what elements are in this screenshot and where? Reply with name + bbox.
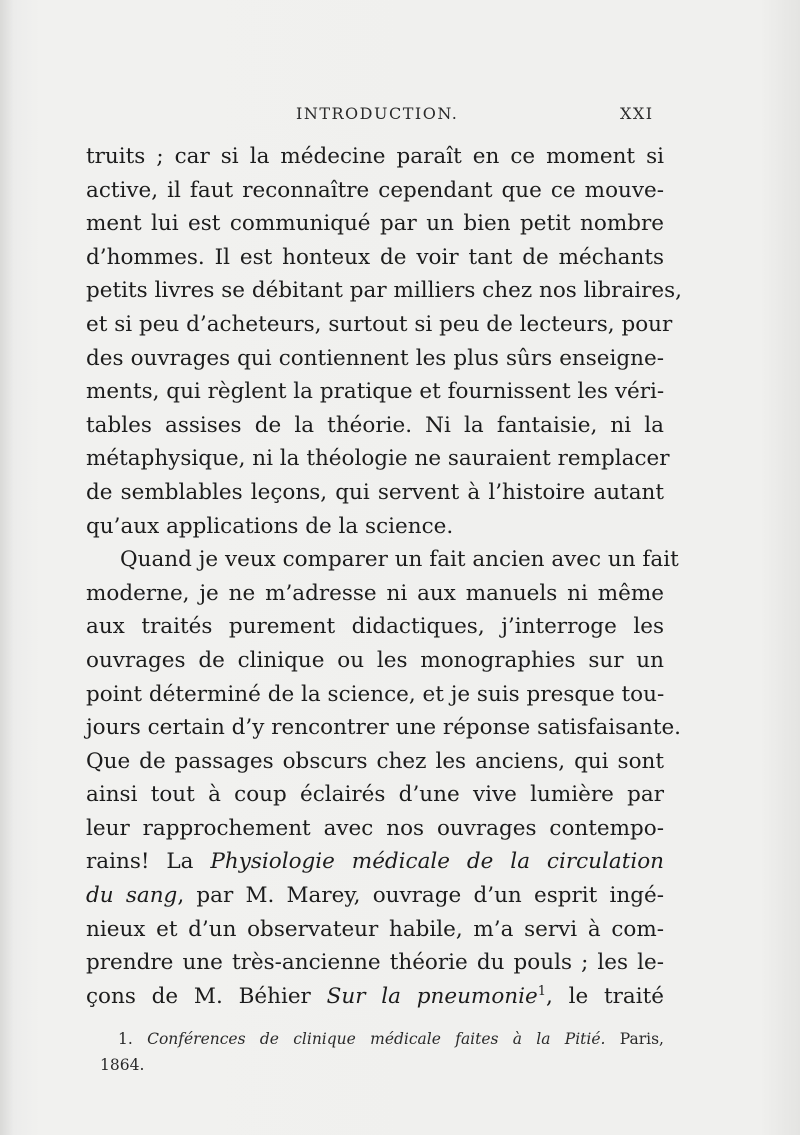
paragraph-last-line: qu’aux applications de la science. (86, 513, 454, 539)
text-line: point déterminé de la science, et je suis presque tou- (86, 681, 665, 707)
footnote-line (118, 1026, 664, 1052)
text-line: ment lui est communiqué par un bien petit nombre (86, 211, 664, 237)
text-line: ainsi tout à coup éclairés d’une vive lumière par (86, 782, 664, 808)
body-text (86, 140, 683, 1013)
text-line: aux traités purement didactiques, j’interroge les (86, 614, 664, 640)
text-run: , par M. Marey, ouvrage d’un esprit ingé- (177, 883, 664, 909)
text-line: Que de passages obscurs chez les anciens, qui sont (86, 748, 664, 774)
text-line: des ouvrages qui contiennent les plus sûrs enseigne- (86, 345, 664, 371)
paragraph-first-line: Quand je veux comparer un fait ancien avec un fait (120, 547, 679, 573)
footnote (100, 1026, 664, 1078)
text-line: nieux et d’un observateur habile, m’a servi à com- (86, 916, 664, 942)
footnote-year: 1864. (100, 1056, 145, 1074)
page-number: XXI (620, 104, 654, 123)
text-line: petits livres se débitant par milliers chez nos libraires, (86, 278, 683, 304)
book-title-italic: Physiologie médicale de la circulation (210, 849, 664, 875)
text-line: de semblables leçons, qui servent à l’histoire autant (86, 479, 664, 505)
text-run: rains! La (86, 849, 194, 875)
text-line: moderne, je ne m’adresse ni aux manuels ni même (86, 580, 664, 606)
text-line: prendre une très-ancienne théorie du pouls ; les le- (86, 950, 664, 976)
text-line: ments, qui règlent la pratique et fournissent les véri- (86, 379, 665, 405)
text-line: tables assises de la théorie. Ni la fantaisie, ni la (86, 412, 664, 438)
text-line: et si peu d’acheteurs, surtout si peu de lecteurs, pour (86, 311, 673, 337)
text-line: jours certain d’y rencontrer une réponse satisfaisante. (86, 715, 682, 741)
text-line-with-note (86, 980, 664, 1014)
footnote-number: 1. (118, 1030, 133, 1048)
footnote-title-italic: Conférences de clinique médicale faites à la Pitié. (147, 1030, 606, 1048)
footnote-place: Paris, (619, 1030, 664, 1048)
footnote-reference[interactable]: 1 (537, 983, 546, 999)
running-head-title: INTRODUCTION. (296, 104, 459, 123)
text-line-with-title (86, 879, 664, 913)
text-run: çons de M. Béhier (86, 983, 311, 1009)
text-line-with-title (86, 845, 664, 879)
text-line: d’hommes. Il est honteux de voir tant de méchants (86, 244, 664, 270)
text-line: leur rapprochement avec nos ouvrages contempo- (86, 815, 664, 841)
text-line: métaphysique, ni la théologie ne sauraient remplacer (86, 446, 670, 472)
text-line: active, il faut reconnaître cependant que ce mouve- (86, 177, 664, 203)
book-title-italic: du sang (86, 883, 178, 909)
text-line: ouvrages de clinique ou les monographies sur un (86, 647, 664, 673)
text-run: , le traité (546, 983, 664, 1009)
book-title-italic: Sur la pneumonie (326, 983, 538, 1009)
text-line: truits ; car si la médecine paraît en ce moment si (86, 144, 664, 169)
